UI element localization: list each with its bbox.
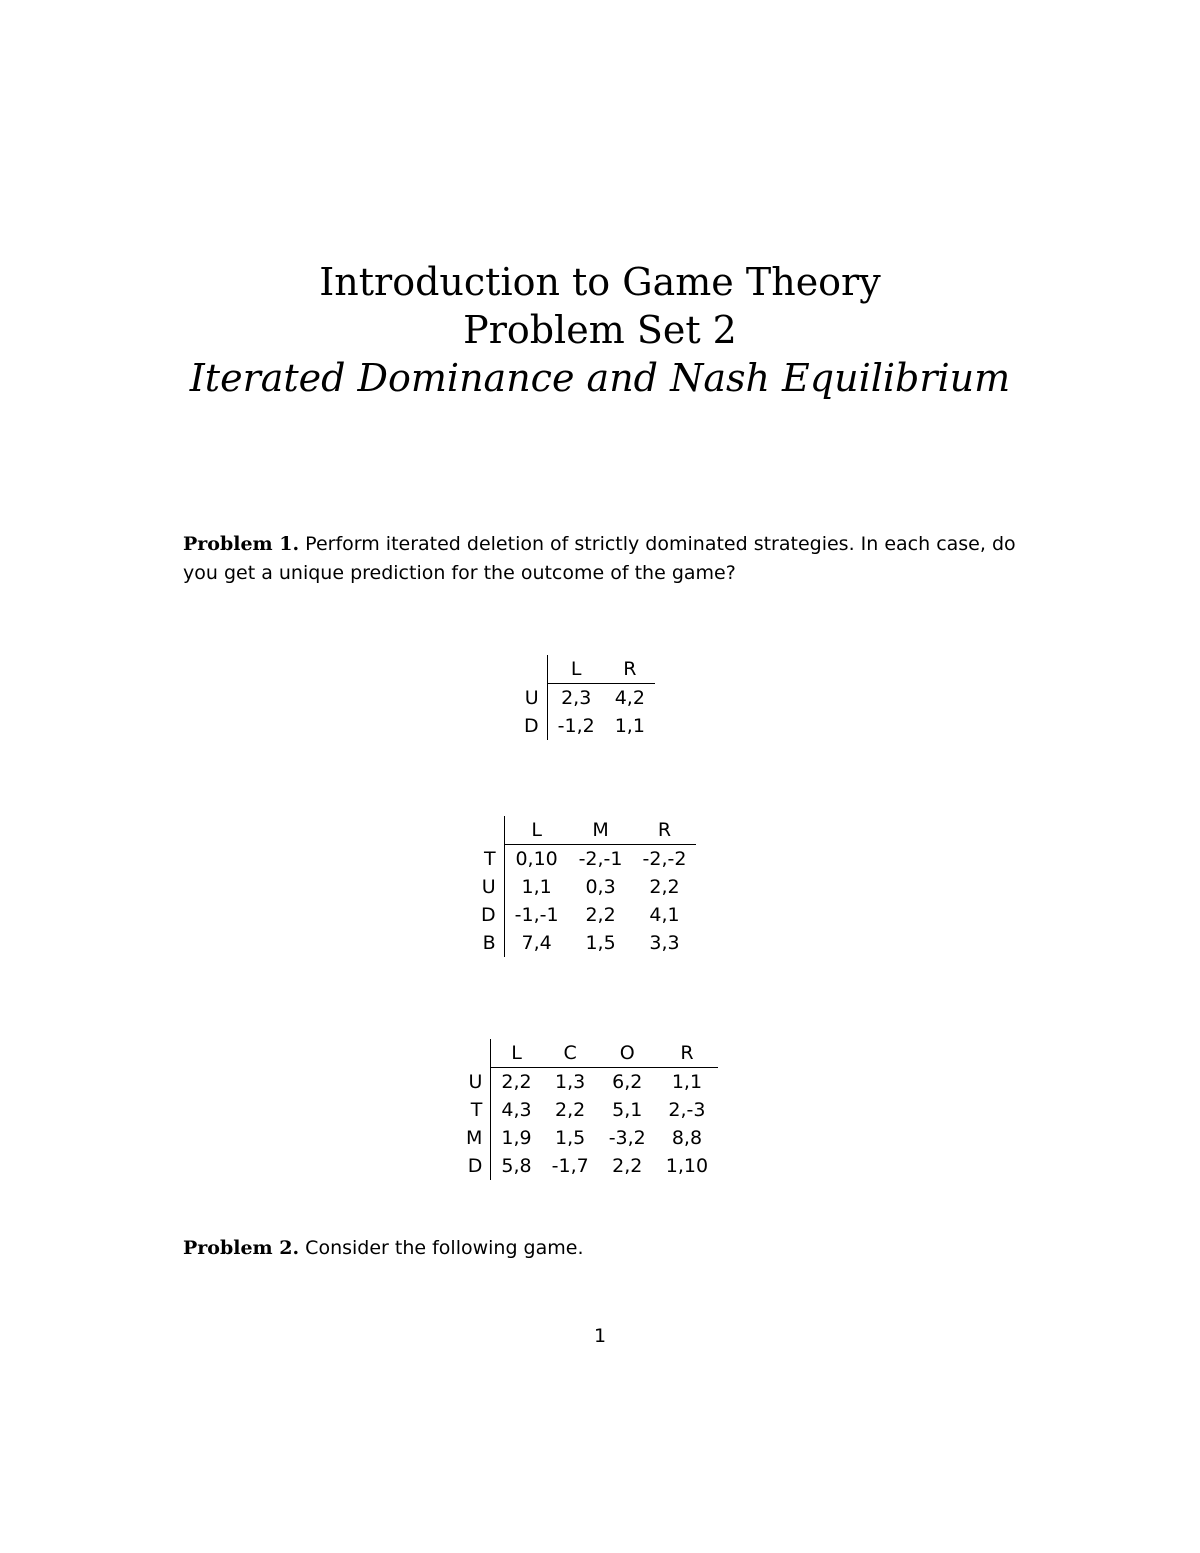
- payoff-cell: 2,2: [501, 1071, 532, 1093]
- payoff-cell: 2,2: [649, 876, 680, 898]
- row-header: T: [462, 1096, 491, 1124]
- problem-2-statement: [183, 1234, 1023, 1263]
- row-header: U: [477, 873, 504, 901]
- problem-2-label: Problem 2.: [183, 1237, 300, 1259]
- matrix-row: [520, 712, 655, 740]
- problem-1-text: Perform iterated deletion of strictly dominated strategies. In each case, do you get a unique prediction for the outcome of the game?: [183, 533, 1016, 584]
- column-header: L: [504, 816, 568, 845]
- payoff-cell: 5,8: [501, 1155, 532, 1177]
- payoff-matrix-game-2: [477, 816, 696, 957]
- column-header: C: [542, 1039, 599, 1068]
- problem-set-subtitle: Iterated Dominance and Nash Equilibrium: [189, 356, 1011, 400]
- matrix-row: [462, 1096, 718, 1124]
- matrix-row: [477, 845, 696, 874]
- row-header: D: [520, 712, 547, 740]
- matrix-row: [477, 873, 696, 901]
- payoff-cell: -1,2: [557, 715, 595, 737]
- column-header: L: [491, 1039, 542, 1068]
- column-header: R: [633, 816, 697, 845]
- row-header: T: [477, 845, 504, 874]
- matrix-row: [520, 684, 655, 713]
- payoff-cell: 1,3: [555, 1071, 586, 1093]
- row-header: M: [462, 1124, 491, 1152]
- column-header: O: [599, 1039, 656, 1068]
- payoff-cell: 1,5: [585, 932, 616, 954]
- problem-2-text: Consider the following game.: [305, 1237, 584, 1259]
- payoff-cell: 5,1: [612, 1099, 643, 1121]
- matrix-row: [477, 929, 696, 957]
- payoff-cell: 1,1: [614, 715, 645, 737]
- row-header: D: [477, 901, 504, 929]
- matrix-corner: [477, 816, 504, 845]
- row-header: B: [477, 929, 504, 957]
- matrix-row: [462, 1124, 718, 1152]
- payoff-cell: 1,1: [671, 1071, 703, 1093]
- payoff-cell: -3,2: [608, 1127, 646, 1149]
- column-header: L: [547, 655, 605, 684]
- row-header: U: [462, 1068, 491, 1097]
- payoff-cell: 3,3: [649, 932, 680, 954]
- payoff-cell: 2,2: [612, 1155, 643, 1177]
- payoff-cell: 1,10: [665, 1155, 709, 1177]
- payoff-matrix-game-3: [462, 1039, 718, 1180]
- payoff-cell: 0,3: [585, 876, 616, 898]
- payoff-cell: -1,-1: [514, 904, 559, 926]
- payoff-cell: 4,2: [614, 687, 645, 709]
- payoff-cell: 0,10: [515, 848, 558, 870]
- payoff-cell: 7,4: [521, 932, 552, 954]
- payoff-cell: 4,3: [501, 1099, 532, 1121]
- payoff-cell: 2,-3: [668, 1099, 706, 1121]
- column-header: M: [569, 816, 633, 845]
- row-header: D: [462, 1152, 491, 1180]
- problem-1-label: Problem 1.: [183, 533, 300, 555]
- column-header: R: [656, 1039, 718, 1068]
- payoff-cell: 2,3: [561, 687, 592, 709]
- matrix-row: [462, 1068, 718, 1097]
- matrix-corner: [462, 1039, 491, 1068]
- payoff-cell: 1,9: [501, 1127, 532, 1149]
- payoff-cell: -2,-2: [642, 848, 687, 870]
- payoff-cell: 1,1: [521, 876, 552, 898]
- page-number: 1: [593, 1325, 607, 1347]
- payoff-cell: -2,-1: [578, 848, 623, 870]
- course-title: Introduction to Game Theory: [319, 260, 881, 304]
- document-title-block: [0, 258, 1200, 402]
- payoff-matrix-game-1: [520, 655, 655, 740]
- payoff-cell: 2,2: [585, 904, 616, 926]
- problem-1-statement: [183, 530, 1023, 588]
- problem-set-title: Problem Set 2: [463, 308, 737, 352]
- matrix-row: [477, 901, 696, 929]
- payoff-cell: 2,2: [555, 1099, 586, 1121]
- column-header: R: [605, 655, 655, 684]
- matrix-row: [462, 1152, 718, 1180]
- payoff-cell: 4,1: [649, 904, 680, 926]
- matrix-corner: [520, 655, 547, 684]
- payoff-cell: 6,2: [612, 1071, 643, 1093]
- payoff-cell: 1,5: [555, 1127, 586, 1149]
- payoff-cell: -1,7: [551, 1155, 589, 1177]
- payoff-cell: 8,8: [671, 1127, 703, 1149]
- row-header: U: [520, 684, 547, 713]
